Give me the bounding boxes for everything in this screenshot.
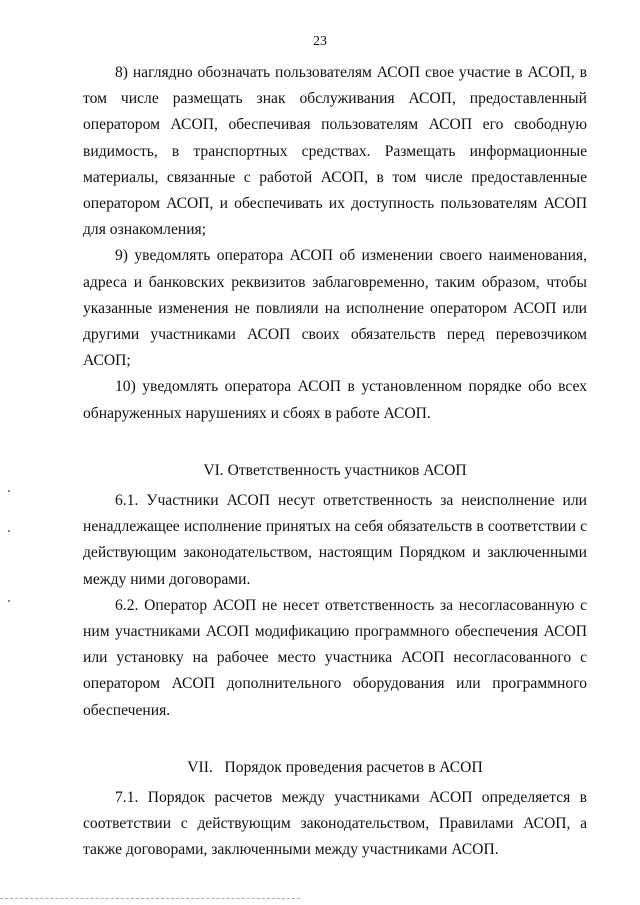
scan-artifact: [8, 490, 10, 492]
document-body: [83, 60, 587, 864]
paragraph-item-8: 8) наглядно обозначать пользователям АСОП свое участие в АСОП, в том числе размещать знак обслуживания АСОП, предоставленный оператором АСОП, обеспечивая пользователям АСОП его свободную видимость, в транспортных средствах. Размещать информационные материалы, связанные с работой АСОП, в том числе предоставленные оператором АСОП, и обеспечивать их доступность пользователям АСОП для ознакомления;: [83, 64, 587, 239]
paragraph-item-10: 10) уведомлять оператора АСОП в установленном порядке обо всех обнаруженных нарушениях и сбоях в работе АСОП.: [83, 378, 587, 422]
scan-edge-line: [0, 898, 300, 901]
paragraph-6-1: 6.1. Участники АСОП несут ответственность за неисполнение или ненадлежащее исполнение принятых на себя обязательств в соответствии с действующим законодательством, настоящим Порядком и заключенными между ними договорами.: [83, 492, 587, 588]
section-6-heading: VI. Ответственность участников АСОП: [203, 461, 467, 479]
page-number: 23: [313, 34, 327, 49]
scan-artifact: [8, 530, 10, 532]
paragraph-item-9: 9) уведомлять оператора АСОП об изменении своего наименования, адреса и банковских реквизитов заблаговременно, таким образом, чтобы указанные изменения не повлияли на исполнение оператором АСОП или другими участниками АСОП своих обязательств перед перевозчиком АСОП;: [83, 247, 587, 370]
paragraph-7-1: 7.1. Порядок расчетов между участниками АСОП определяется в соответствии с действующим законодательством, Правилами АСОП, а также договорами, заключенными между участниками АСОП.: [83, 789, 587, 859]
paragraph-6-2: 6.2. Оператор АСОП не несет ответственность за несогласованную с ним участниками АСОП модификацию программного обеспечения АСОП или установку на рабочее место участника АСОП несогласованного с оператором АСОП дополнительного оборудования или программного обеспечения.: [83, 596, 587, 719]
scan-artifact: [8, 600, 10, 602]
section-7-heading: VII. Порядок проведения расчетов в АСОП: [187, 758, 483, 776]
